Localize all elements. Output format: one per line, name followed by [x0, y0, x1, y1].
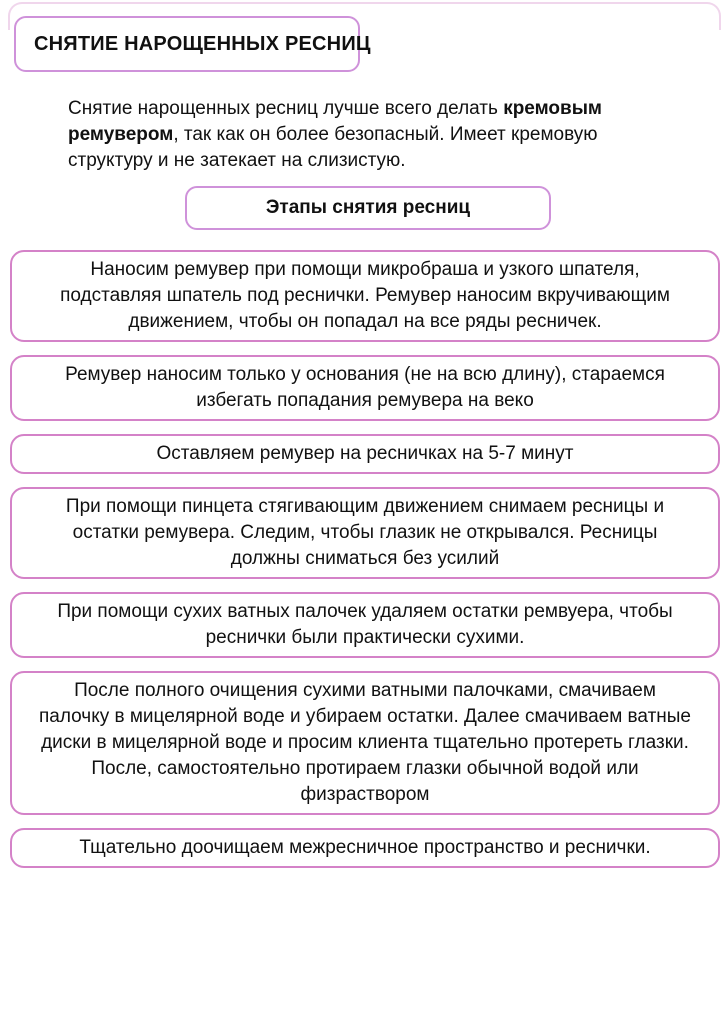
step-box-4 — [10, 487, 720, 579]
step-text: При помощи сухих ватных палочек удаляем остатки ремвуера, чтобы реснички были практически сухими. — [57, 601, 673, 648]
step-box-3 — [10, 434, 720, 474]
page-title-box — [14, 16, 371, 72]
step-text: Ремувер наносим только у основания (не на всю длину), стараемся избегать попадания ремувера на веко — [65, 364, 665, 411]
steps-list — [0, 250, 726, 868]
page-title: СНЯТИЕ НАРОЩЕННЫХ РЕСНИЦ — [34, 32, 371, 55]
intro-text-before: Снятие нарощенных ресниц лучше всего делать — [68, 98, 504, 119]
step-text: После полного очищения сухими ватными палочками, смачиваем палочку в мицелярной воде и убираем остатки. Далее смачиваем ватные диски в мицелярной воде и просим клиента тщательно протереть глазки. После, самостоятельно протираем глазки обычной водой или физраствором — [38, 680, 691, 805]
step-text: При помощи пинцета стягивающим движением снимаем ресницы и остатки ремувера. Следим, чтобы глазик не открывался. Ресницы должны сниматься без усилий — [65, 496, 665, 569]
step-box-5 — [10, 592, 720, 658]
section-title: Этапы снятия ресниц — [265, 197, 471, 218]
step-text: Наносим ремувер при помощи микробраша и узкого шпателя, подставляя шпатель под реснички. Ремувер наносим вкручивающим движением, чтобы он попадал на все ряды ресничек. — [60, 259, 670, 332]
step-box-7 — [10, 828, 720, 868]
step-text: Оставляем ремувер на ресничках на 5-7 минут — [156, 443, 574, 464]
step-text: Тщательно доочищаем межресничное пространство и реснички. — [79, 837, 651, 858]
step-box-6 — [10, 671, 720, 815]
step-box-1 — [10, 250, 720, 342]
step-box-2 — [10, 355, 720, 421]
intro-paragraph — [68, 96, 628, 174]
section-title-box — [185, 186, 551, 230]
intro-text-after: , так как он более безопасный. Имеет кремовую структуру и не затекает на слизистую. — [68, 124, 598, 171]
intro-bold-text: кремовым ремувером — [68, 98, 602, 145]
